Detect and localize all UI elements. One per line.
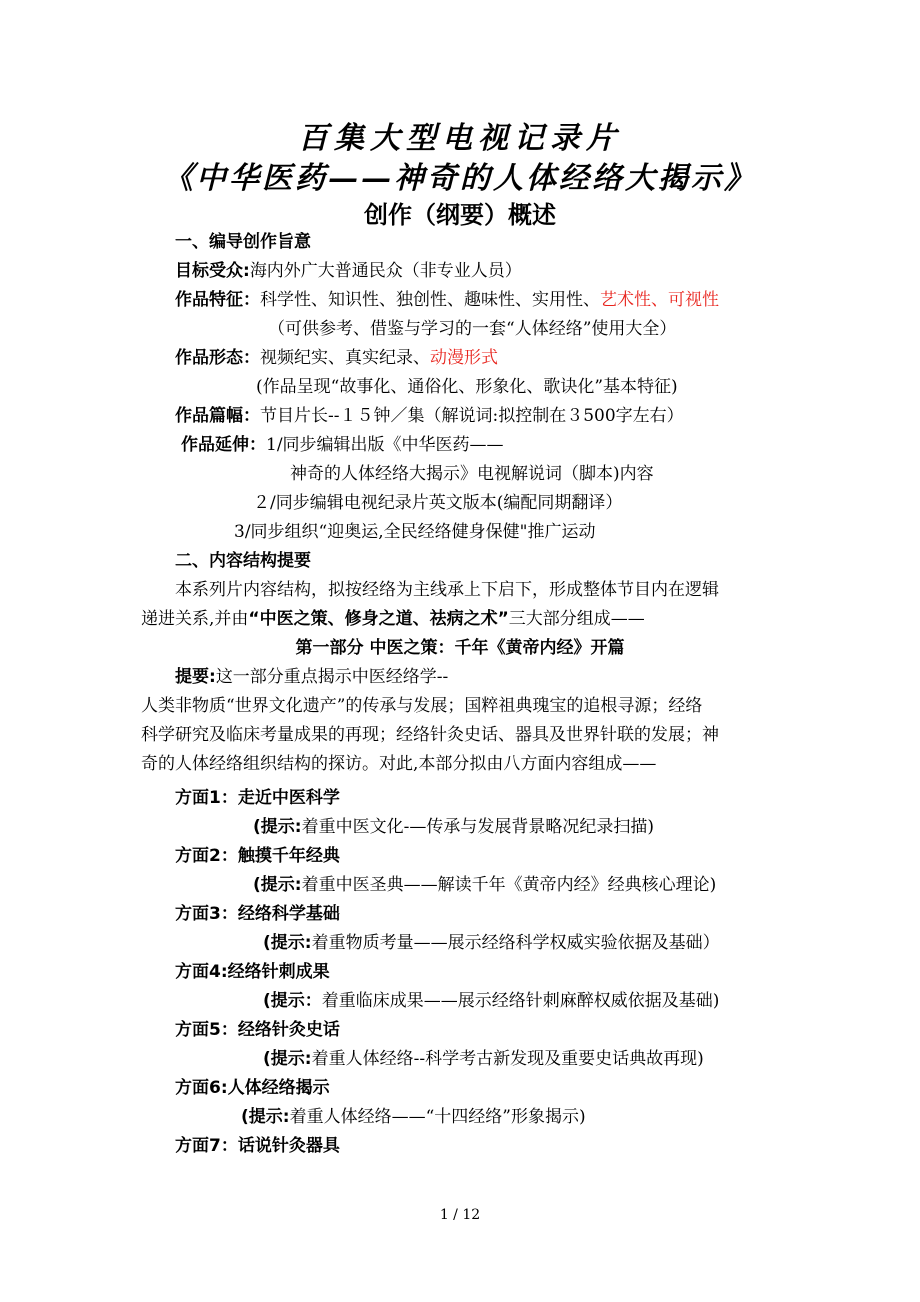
aspect-5-title: 方面5：经络针灸史话 — [175, 1020, 340, 1040]
intro-line1: 本系列片内容结构，拟按经络为主线承上下启下，形成整体节目内在逻辑 — [175, 580, 719, 600]
aspect-4-title: 方面4:经络针刺成果 — [175, 962, 330, 982]
aspect-2-hint — [253, 874, 716, 896]
features-note: （可供参考、借鉴与学习的一套“人体经络”使用大全） — [268, 319, 677, 339]
aspect-2-title: 方面2：触摸千年经典 — [175, 846, 340, 866]
form-line — [175, 347, 498, 369]
intro-line2 — [141, 608, 645, 630]
form-note: (作品呈现“故事化、通俗化、形象化、歌诀化”基本特征) — [256, 377, 678, 397]
aspect-5-hint — [263, 1048, 704, 1070]
extension-item1-a: 1/同步编辑出版《中华医药—— — [266, 435, 504, 455]
aspect-3-hint-label: (提示: — [263, 933, 312, 953]
extension-label: 作品延伸： — [181, 435, 266, 455]
summary-line4: 奇的人体经络组织结构的探访。对此,本部分拟由八方面内容组成—— — [141, 754, 657, 774]
extension-item3: 3/同步组织“迎奥运,全民经络健身保健"推广运动 — [234, 522, 596, 542]
aspect-4-hint-value: 着重临床成果——展示经络针刺麻醉权威依据及基础) — [321, 991, 720, 1011]
features-line — [175, 289, 719, 311]
form-value: 视频纪实、真实纪录、 — [260, 348, 430, 368]
audience-label: 目标受众: — [175, 261, 250, 281]
aspect-3-title: 方面3：经络科学基础 — [175, 904, 340, 924]
summary-value: 这一部分重点揭示中医经络学-- — [215, 667, 449, 687]
aspect-6-hint-value: 着重人体经络——“十四经络”形象揭示) — [289, 1107, 586, 1127]
aspect-6-title: 方面6:人体经络揭示 — [175, 1078, 330, 1098]
aspect-5-hint-value: 着重人体经络--科学考古新发现及重要史话典故再现) — [311, 1049, 704, 1069]
aspect-1-hint-label: (提示: — [253, 817, 302, 837]
intro-line2-bold: “中医之策、修身之道、祛病之术” — [248, 609, 509, 629]
aspect-3-hint — [263, 932, 720, 954]
aspect-3-hint-value: 着重物质考量——展示经络科学权威实验依据及基础） — [311, 933, 720, 953]
aspect-5-hint-label: (提示: — [263, 1049, 312, 1069]
aspect-7-title: 方面7：话说针灸器具 — [175, 1136, 340, 1156]
summary-line2: 人类非物质“世界文化遗产”的传承与发展；国粹祖典瑰宝的追根寻源；经络 — [141, 696, 703, 716]
audience-line — [175, 260, 522, 282]
audience-value: 海内外广大普通民众（非专业人员） — [249, 261, 522, 281]
part1-heading: 第一部分 中医之策：千年《黄帝内经》开篇 — [295, 638, 625, 658]
features-value: 科学性、知识性、独创性、趣味性、实用性、 — [260, 290, 600, 310]
aspect-4-hint-label: (提示： — [263, 991, 322, 1011]
aspect-2-hint-value: 着重中医圣典——解读千年《黄帝内经》经典核心理论) — [301, 875, 717, 895]
doc-title-line2: 《中华医药——神奇的人体经络大揭示》 — [163, 161, 757, 196]
length-label: 作品篇幅： — [175, 406, 260, 426]
features-red: 艺术性、可视性 — [600, 290, 719, 310]
section2-heading: 二、内容结构提要 — [175, 551, 311, 571]
form-red: 动漫形式 — [430, 348, 498, 368]
summary-line1 — [175, 666, 448, 688]
form-label: 作品形态： — [175, 348, 260, 368]
section1-heading: 一、编导创作旨意 — [175, 232, 311, 252]
features-label: 作品特征： — [175, 290, 260, 310]
length-value: 节目片长--１５钟／集（解说词:拟控制在３500字左右） — [260, 406, 684, 426]
aspect-2-hint-label: (提示: — [253, 875, 302, 895]
aspect-1-title: 方面1：走近中医科学 — [175, 788, 340, 808]
aspect-6-hint — [241, 1106, 586, 1128]
intro-line2-b: 三大部分组成—— — [508, 609, 645, 629]
summary-label: 提要: — [175, 667, 216, 687]
page-number: 1 / 12 — [439, 1207, 481, 1223]
aspect-1-hint — [253, 816, 654, 838]
extension-item2: ２/同步编辑电视纪录片英文版本(编配同期翻译） — [253, 493, 623, 513]
doc-subtitle: 创作（纲要）概述 — [364, 201, 556, 229]
extension-line — [181, 434, 504, 456]
extension-item1-b: 神奇的人体经络大揭示》电视解说词（脚本)内容 — [290, 464, 654, 484]
aspect-6-hint-label: (提示: — [241, 1107, 290, 1127]
aspect-1-hint-value: 着重中医文化-—传承与发展背景略况纪录扫描) — [301, 817, 654, 837]
summary-line3: 科学研究及临床考量成果的再现；经络针灸史话、器具及世界针联的发展；神 — [141, 725, 719, 745]
aspect-4-hint — [263, 990, 719, 1012]
doc-title-line1: 百集大型电视记录片 — [298, 121, 622, 156]
intro-line2-a: 递进关系,并由 — [141, 609, 249, 629]
length-line — [175, 405, 684, 427]
